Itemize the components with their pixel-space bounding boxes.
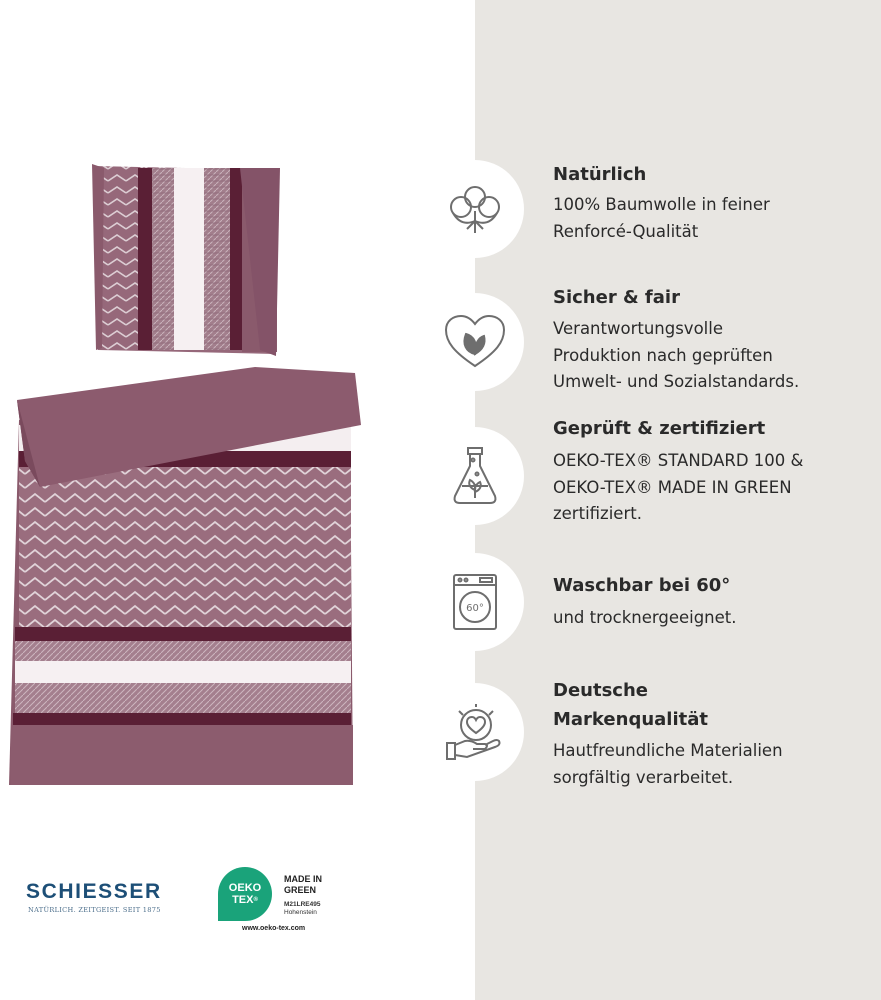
feature-icon-circle-2 [426,293,524,391]
feature-text-2: Verantwortungsvolle Produktion nach geprüften Umwelt- und Sozialstandards. [553,319,800,391]
oeko-green: GREEN [284,885,317,895]
washer-temperature: 60° [466,603,484,614]
feature-icon-circle-4 [426,553,524,651]
oeko-badge-text-2: TEX [232,894,254,906]
schiesser-tagline: NATÜRLICH. ZEITGEIST. SEIT 1875 [28,906,161,914]
oeko-badge-text-1: OEKO [228,882,262,894]
feature-title-5: Deutsche Markenqualität [553,680,708,730]
oeko-tex-badge [218,867,272,921]
oeko-made-in: MADE IN [284,874,322,884]
feature-title-2: Sicher & fair [553,287,680,308]
washing-machine-icon [452,573,498,631]
duvet-image [5,365,365,790]
feature-title-4: Waschbar bei 60° [553,575,731,596]
feature-icon-circle-1 [426,160,524,258]
feature-text-4: und trocknergeeignet. [553,608,737,627]
cotton-icon [445,183,505,235]
flask-icon [452,446,498,506]
heart-leaf-icon [444,314,506,370]
hand-heart-icon [445,703,505,761]
feature-title-1: Natürlich [553,164,647,185]
feature-text-1: 100% Baumwolle in feiner Renforcé-Qualität [553,195,770,241]
oeko-code: M21LRE495 [284,901,321,908]
oeko-tex-logo [218,867,368,937]
pillow-image [90,160,285,360]
feature-icon-circle-3 [426,427,524,525]
schiesser-name: SCHIESSER [26,880,162,903]
feature-icon-circle-5 [426,683,524,781]
feature-text-5: Hautfreundliche Materialien sorgfältig verarbeitet. [553,741,783,787]
oeko-place: Hohenstein [284,909,317,916]
oeko-badge-reg: ® [253,897,258,903]
feature-title-3: Geprüft & zertifiziert [553,418,766,439]
schiesser-logo [26,880,191,914]
feature-text-3: OEKO-TEX® STANDARD 100 & OEKO-TEX® MADE IN GREEN zertifiziert. [553,451,804,523]
oeko-url: www.oeko-tex.com [242,925,306,932]
